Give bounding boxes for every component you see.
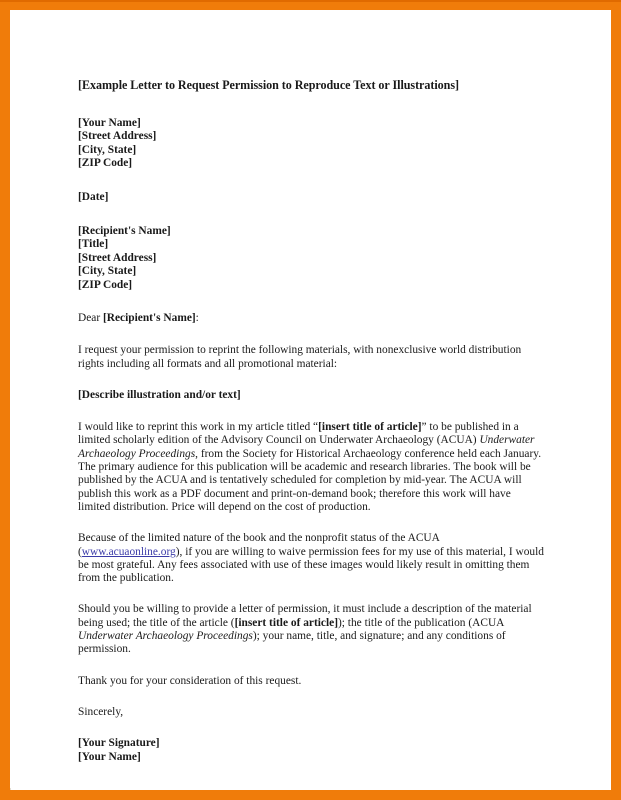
thank-you-paragraph: Thank you for your consideration of this request. — [78, 674, 302, 687]
signature-name-line: [Your Name] — [78, 750, 141, 763]
sender-address-line: [Street Address] — [78, 130, 157, 143]
sender-address-line: [Your Name] — [78, 117, 141, 129]
acua-website-link[interactable]: www.acuaonline.org — [81, 545, 176, 558]
recipient-address-line: [Recipient's Name] — [78, 224, 171, 237]
recipient-address-line: [Title] — [78, 238, 109, 251]
reprint-text-part2: ” to be published in a limited scholarly edition of the Advisory Council on Underwater Archaeology (ACUA) — [78, 421, 519, 447]
letter-content — [78, 78, 545, 764]
salutation-suffix: : — [195, 311, 199, 324]
sender-address-line: [City, State] — [78, 143, 137, 156]
describe-illustration-heading: [Describe illustration and/or text] — [78, 388, 241, 401]
document-title: [Example Letter to Request Permission to Reproduce Text or Illustrations] — [78, 78, 459, 92]
reprint-paragraph — [78, 421, 545, 514]
sender-address-block — [78, 117, 545, 171]
nonprofit-paragraph — [78, 532, 545, 585]
salutation-recipient-placeholder: [Recipient's Name] — [102, 311, 196, 324]
recipient-address-line: [City, State] — [78, 265, 137, 278]
letter-page — [10, 10, 611, 788]
request-paragraph: I request your permission to reprint the following materials, with nonexclusive world distribution rights including all formats and all promotional material: — [78, 344, 522, 370]
reprint-text-part1: I would like to reprint this work in my article titled “ — [78, 421, 319, 434]
nonprofit-text-part2: ), if you are willing to waive permission fees for my use of this material, I would be most grateful. Any fees associated with use of these images would likely result in omitting them from the publication. — [78, 545, 544, 585]
permission-text-part2: ); the title of the publication (ACUA — [338, 616, 504, 629]
recipient-address-block — [78, 225, 545, 292]
recipient-address-line: [ZIP Code] — [78, 278, 133, 291]
salutation-line — [78, 312, 545, 325]
publication-title-italic: Underwater Archaeology Proceedings — [78, 434, 535, 460]
date-line: [Date] — [78, 190, 109, 203]
article-title-placeholder: [insert title of article] — [318, 421, 422, 434]
salutation-prefix: Dear — [78, 311, 103, 324]
signature-line: [Your Signature] — [78, 737, 160, 750]
reprint-text-part3: , from the Society for Historical Archaeology conference held each January. The primary audience for this publication will be academic and research libraries. The book will be published by the ACUA and is tentatively scheduled for completion by mid-year. The ACUA will publish this work as a PDF document and print-on-demand book; therefore this work will have limited distribution. Price will depend on the cost of production. — [78, 447, 542, 513]
sender-address-line: [ZIP Code] — [78, 157, 133, 170]
publication-title-italic: Underwater Archaeology Proceedings — [78, 630, 253, 642]
signature-block — [78, 737, 545, 764]
recipient-address-line: [Street Address] — [78, 251, 157, 264]
article-title-placeholder: [insert title of article] — [234, 616, 338, 629]
closing-line: Sincerely, — [78, 705, 124, 718]
permission-letter-paragraph — [78, 603, 545, 656]
nonprofit-text-part1: Because of the limited nature of the book and the nonprofit status of the ACUA ( — [78, 532, 440, 558]
permission-text-part1: Should you be willing to provide a letter of permission, it must include a description of the material being used; the title of the article ( — [78, 603, 532, 629]
permission-text-part3: ); your name, title, and signature; and any conditions of permission. — [78, 630, 506, 656]
